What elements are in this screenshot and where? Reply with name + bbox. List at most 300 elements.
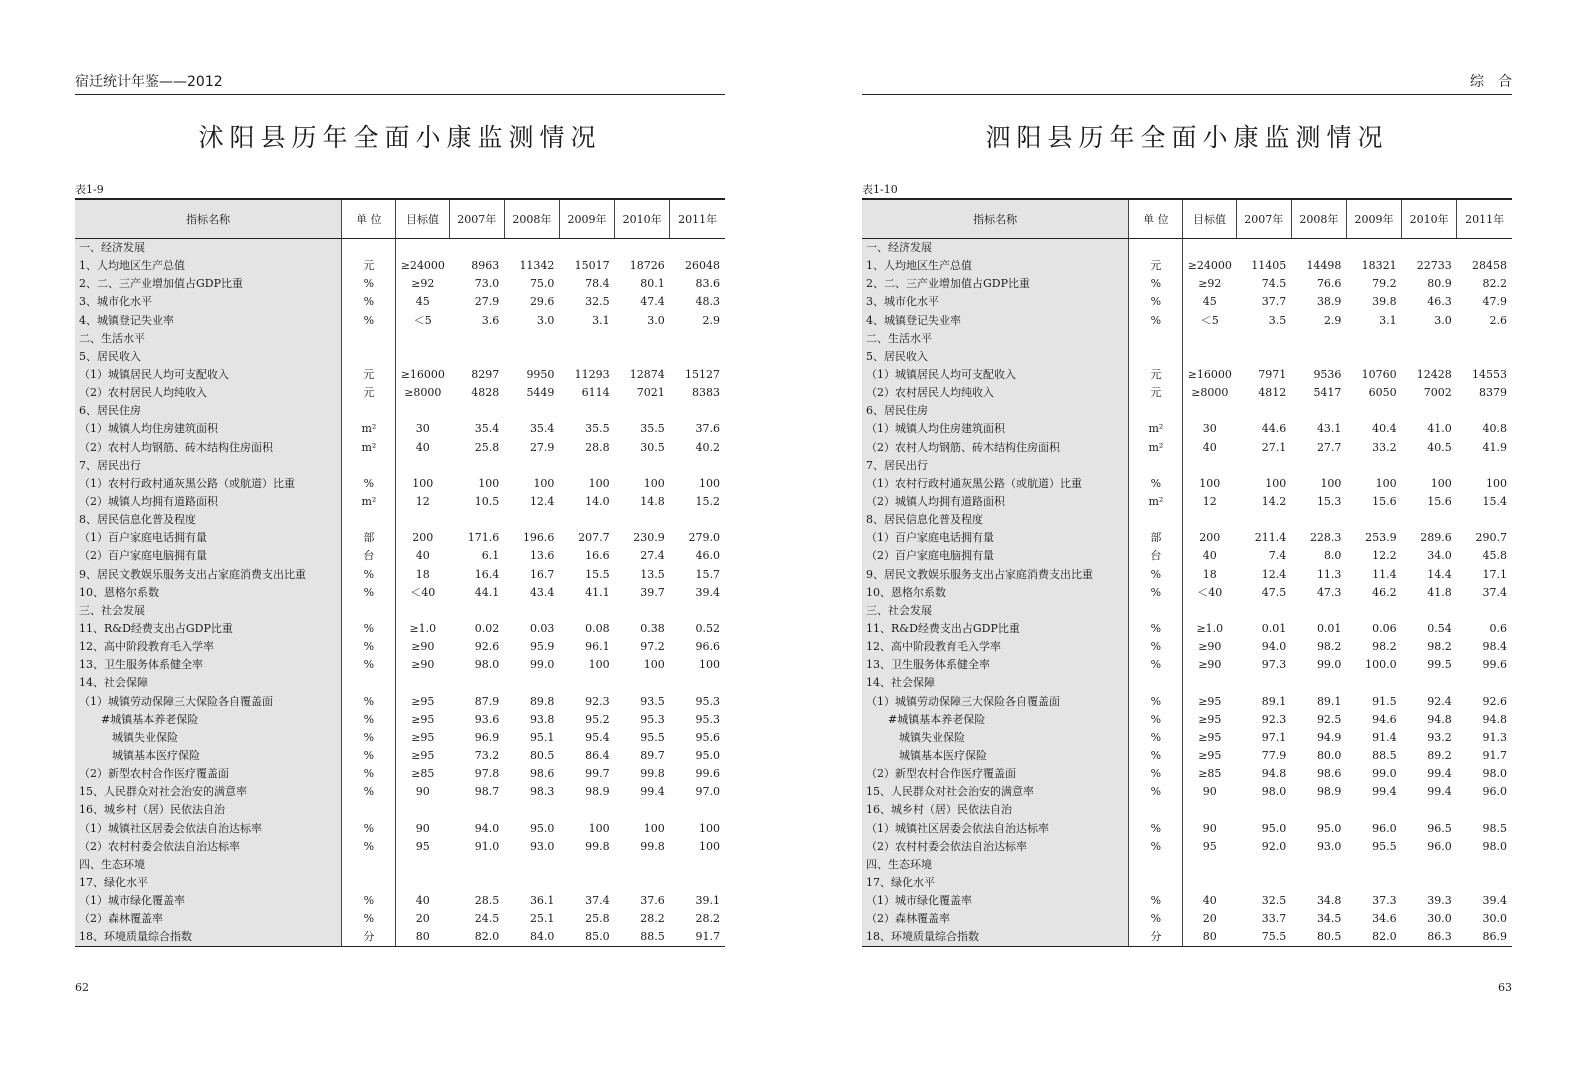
value-cell: [504, 457, 559, 475]
value-cell: [504, 856, 559, 874]
unit-cell: [342, 457, 396, 475]
unit-cell: [342, 602, 396, 620]
table-row: [75, 928, 725, 947]
column-header: 2007年: [1236, 199, 1291, 239]
table-header-row: [862, 199, 1512, 239]
value-cell: 27.9: [529, 440, 555, 454]
indicator-name-cell: 7、居民出行: [862, 457, 1129, 475]
indicator-name-cell: 一、经济发展: [862, 239, 1129, 258]
table-row: [862, 747, 1512, 765]
table-row: [75, 747, 725, 765]
value-cell: [1457, 801, 1512, 819]
unit-cell: %: [1129, 783, 1183, 801]
value-cell: [1457, 239, 1512, 258]
target-cell: ≥95: [1198, 749, 1222, 762]
value-cell: [1457, 674, 1512, 692]
target-cell: 40: [415, 549, 430, 563]
target-cell: [396, 856, 449, 874]
indicator-name-cell: 7、居民出行: [75, 457, 342, 475]
table-row: [862, 384, 1512, 402]
value-cell: 98.2: [1316, 640, 1342, 654]
value-cell: 97.3: [1261, 658, 1287, 672]
table-row: [862, 493, 1512, 511]
value-cell: [1457, 874, 1512, 892]
value-cell: 99.4: [640, 785, 665, 799]
value-cell: 40.5: [1427, 440, 1452, 454]
value-cell: 92.0: [1261, 839, 1287, 853]
table-row: [75, 783, 725, 801]
value-cell: 99.6: [695, 767, 720, 781]
table-row: [862, 511, 1512, 529]
value-cell: 28.8: [585, 440, 610, 454]
value-cell: [670, 348, 725, 366]
indicator-name-cell: 城镇失业保险: [862, 729, 1129, 747]
value-cell: 15.6: [1427, 495, 1452, 509]
value-cell: [504, 801, 559, 819]
value-cell: 100: [1265, 476, 1287, 490]
value-cell: 75.0: [529, 277, 555, 291]
value-cell: 98.0: [1482, 839, 1507, 853]
value-cell: [1236, 602, 1291, 620]
value-cell: 11293: [574, 368, 610, 382]
target-cell: 100: [412, 476, 434, 490]
target-cell: 40: [415, 894, 430, 908]
target-cell: [396, 801, 449, 819]
indicator-name-cell: （1）城镇居民人均可支配收入: [75, 366, 342, 384]
table-row: [75, 511, 725, 529]
target-cell: ≥95: [411, 694, 435, 708]
target-cell: 90: [1202, 785, 1217, 799]
value-cell: 99.0: [1316, 658, 1342, 672]
indicator-name-cell: （2）农村人均钢筋、砖木结构住房面积: [862, 439, 1129, 457]
indicator-name-cell: 4、城镇登记失业率: [862, 312, 1129, 330]
indicator-name-cell: 17、绿化水平: [75, 874, 342, 892]
target-cell: 45: [1202, 295, 1217, 309]
value-cell: 91.0: [474, 839, 500, 853]
unit-cell: [342, 330, 396, 348]
target-cell: ≥24000: [400, 259, 445, 273]
unit-cell: [342, 402, 396, 420]
value-cell: 82.0: [1346, 928, 1401, 947]
value-cell: 79.2: [1372, 277, 1397, 291]
indicator-name-cell: （1）城镇劳动保障三大保险各自覆盖面: [862, 693, 1129, 711]
value-cell: 94.8: [1427, 712, 1452, 726]
value-cell: 8.0: [1323, 549, 1342, 563]
value-cell: [615, 330, 670, 348]
value-cell: 4828: [471, 386, 500, 400]
unit-cell: %: [342, 293, 396, 311]
value-cell: [615, 511, 670, 529]
target-cell: 95: [1202, 839, 1217, 853]
unit-cell: %: [1129, 892, 1183, 910]
value-cell: 44.1: [474, 585, 500, 599]
value-cell: 98.6: [1316, 767, 1342, 781]
value-cell: 40.8: [1482, 422, 1507, 436]
unit-cell: [342, 801, 396, 819]
value-cell: 95.1: [529, 730, 555, 744]
value-cell: [1236, 457, 1291, 475]
value-cell: 43.1: [1316, 422, 1342, 436]
target-cell: [1183, 602, 1236, 620]
value-cell: 89.8: [529, 694, 555, 708]
value-cell: 39.8: [1372, 295, 1397, 309]
value-cell: 96.9: [474, 730, 500, 744]
indicator-name-cell: 城镇基本医疗保险: [75, 747, 342, 765]
indicator-name-cell: （2）森林覆盖率: [75, 910, 342, 928]
column-header-name: 指标名称: [75, 199, 342, 239]
value-cell: 36.1: [529, 894, 555, 908]
indicator-name-cell: （2）新型农村合作医疗覆盖面: [862, 765, 1129, 783]
unit-cell: 元: [342, 366, 396, 384]
value-cell: 2.6: [1489, 313, 1507, 327]
value-cell: [1402, 602, 1457, 620]
value-cell: [670, 674, 725, 692]
target-cell: 200: [412, 531, 434, 545]
indicator-name-cell: 2、二、三产业增加值占GDP比重: [862, 275, 1129, 293]
value-cell: 3.0: [647, 313, 665, 327]
target-cell: 12: [1202, 495, 1217, 509]
table-row: [75, 801, 725, 819]
target-cell: [1183, 511, 1236, 529]
value-cell: 6114: [581, 386, 610, 400]
target-cell: 30: [1202, 422, 1217, 436]
value-cell: [1346, 511, 1401, 529]
table-row: [75, 729, 725, 747]
value-cell: [449, 874, 504, 892]
value-cell: 11342: [519, 259, 555, 273]
value-cell: 22733: [1416, 259, 1452, 273]
value-cell: 91.7: [1482, 749, 1507, 762]
value-cell: [1346, 874, 1401, 892]
unit-cell: [342, 856, 396, 874]
table-row: [862, 928, 1512, 947]
target-cell: 95: [415, 839, 430, 853]
table-row: [75, 711, 725, 729]
value-cell: 37.4: [585, 894, 610, 908]
indicator-name-cell: （1）农村行政村通灰黑公路（或航道）比重: [75, 475, 342, 493]
value-cell: 3.1: [592, 313, 610, 327]
indicator-name-cell: 11、R&D经费支出占GDP比重: [862, 620, 1129, 638]
target-cell: ＜40: [1197, 585, 1223, 599]
value-cell: 14.8: [640, 495, 665, 509]
indicator-name-cell: （2）新型农村合作医疗覆盖面: [75, 765, 342, 783]
unit-cell: %: [342, 747, 396, 765]
target-cell: [396, 511, 449, 529]
value-cell: 39.4: [695, 585, 720, 599]
value-cell: 14.2: [1261, 495, 1287, 509]
value-cell: 92.6: [474, 640, 500, 654]
value-cell: [670, 330, 725, 348]
value-cell: 27.1: [1261, 440, 1287, 454]
indicator-name-cell: （1）城镇劳动保障三大保险各自覆盖面: [75, 693, 342, 711]
value-cell: 25.8: [585, 912, 610, 926]
value-cell: 80.9: [1427, 277, 1452, 291]
unit-cell: %: [1129, 765, 1183, 783]
value-cell: [559, 239, 614, 258]
table-row: [75, 493, 725, 511]
table-row: [862, 293, 1512, 311]
unit-cell: 分: [342, 928, 396, 947]
table-row: [862, 257, 1512, 275]
value-cell: 28.2: [640, 912, 665, 926]
indicator-name-cell: 三、社会发展: [862, 602, 1129, 620]
right-page: [862, 0, 1526, 1077]
indicator-name-cell: 15、人民群众对社会治安的满意率: [75, 783, 342, 801]
value-cell: 95.4: [585, 730, 610, 744]
value-cell: 99.7: [585, 767, 610, 781]
value-cell: 25.8: [474, 440, 500, 454]
value-cell: 77.9: [1261, 749, 1287, 762]
value-cell: 74.5: [1261, 277, 1287, 291]
value-cell: 24.5: [474, 912, 500, 926]
value-cell: [1402, 239, 1457, 258]
value-cell: 7.4: [1268, 549, 1287, 563]
value-cell: 16.7: [529, 567, 555, 581]
value-cell: 37.4: [1482, 585, 1507, 599]
value-cell: [559, 856, 614, 874]
indicator-name-cell: 12、高中阶段教育毛入学率: [862, 638, 1129, 656]
table-row: [862, 420, 1512, 438]
value-cell: 96.6: [695, 640, 720, 654]
value-cell: 171.6: [467, 531, 500, 545]
target-cell: [1183, 330, 1236, 348]
value-cell: 7002: [1423, 386, 1452, 400]
unit-cell: 元: [1129, 384, 1183, 402]
value-cell: 3.1: [1379, 313, 1397, 327]
indicator-name-cell: 6、居民住房: [75, 402, 342, 420]
value-cell: 39.1: [695, 894, 720, 908]
value-cell: 0.38: [640, 622, 665, 636]
monitoring-table: [862, 198, 1512, 947]
value-cell: [1346, 457, 1401, 475]
value-cell: 91.3: [1482, 730, 1507, 744]
target-cell: [1183, 674, 1236, 692]
target-cell: 80: [396, 928, 449, 947]
value-cell: 211.4: [1254, 531, 1287, 545]
value-cell: 99.8: [640, 839, 665, 853]
value-cell: 92.6: [1482, 694, 1507, 708]
value-cell: 83.6: [695, 277, 720, 291]
value-cell: 41.9: [1482, 440, 1507, 454]
unit-cell: %: [342, 584, 396, 602]
table-row: [862, 547, 1512, 565]
value-cell: 17.1: [1482, 567, 1507, 581]
value-cell: [504, 874, 559, 892]
value-cell: [1346, 856, 1401, 874]
target-cell: 40: [1202, 440, 1217, 454]
value-cell: [1402, 457, 1457, 475]
value-cell: 8379: [1479, 386, 1507, 400]
page-number: 63: [1498, 981, 1512, 994]
value-cell: 95.6: [695, 730, 720, 744]
value-cell: 14553: [1472, 368, 1507, 382]
unit-cell: %: [342, 312, 396, 330]
value-cell: 47.3: [1316, 585, 1342, 599]
target-cell: [1183, 874, 1236, 892]
value-cell: 39.4: [1482, 894, 1507, 908]
value-cell: 99.4: [1427, 767, 1452, 781]
value-cell: 91.5: [1372, 694, 1397, 708]
indicator-name-cell: （2）城镇人均拥有道路面积: [862, 493, 1129, 511]
value-cell: 96.5: [1427, 821, 1452, 835]
table-row: [862, 239, 1512, 258]
indicator-name-cell: 3、城市化水平: [862, 293, 1129, 311]
value-cell: 100: [699, 658, 720, 672]
unit-cell: 元: [1129, 366, 1183, 384]
value-cell: [449, 511, 504, 529]
value-cell: [1402, 348, 1457, 366]
value-cell: [1236, 874, 1291, 892]
value-cell: [1291, 511, 1346, 529]
target-cell: 18: [1202, 567, 1217, 581]
value-cell: [1457, 511, 1512, 529]
unit-cell: %: [1129, 312, 1183, 330]
value-cell: 34.6: [1372, 912, 1397, 926]
value-cell: [1402, 801, 1457, 819]
value-cell: 46.0: [695, 549, 720, 563]
indicator-name-cell: 14、社会保障: [75, 674, 342, 692]
value-cell: 89.2: [1427, 749, 1452, 762]
unit-cell: %: [342, 729, 396, 747]
value-cell: 75.5: [1236, 928, 1291, 947]
value-cell: 98.9: [585, 785, 610, 799]
target-cell: ＜5: [1200, 313, 1219, 327]
unit-cell: m²: [342, 420, 396, 438]
indicator-name-cell: （2）农村居民人均纯收入: [75, 384, 342, 402]
target-cell: ≥16000: [400, 368, 445, 382]
value-cell: [1457, 602, 1512, 620]
column-header: 2010年: [1402, 199, 1457, 239]
value-cell: 100: [699, 839, 720, 853]
table-row: [75, 547, 725, 565]
value-cell: [1291, 457, 1346, 475]
value-cell: 82.2: [1482, 277, 1507, 291]
target-cell: ≥8000: [404, 386, 442, 400]
indicator-name-cell: 城镇基本医疗保险: [862, 747, 1129, 765]
table-row: [75, 820, 725, 838]
column-header: 2009年: [559, 199, 614, 239]
value-cell: 39.7: [640, 585, 665, 599]
value-cell: [670, 402, 725, 420]
value-cell: 5417: [1313, 386, 1342, 400]
target-cell: [1183, 457, 1236, 475]
target-cell: [1183, 348, 1236, 366]
value-cell: 0.54: [1427, 622, 1452, 636]
column-header: 2007年: [449, 199, 504, 239]
value-cell: 88.5: [615, 928, 670, 947]
value-cell: [1457, 457, 1512, 475]
value-cell: [504, 239, 559, 258]
table-row: [75, 892, 725, 910]
indicator-name-cell: 15、人民群众对社会治安的满意率: [862, 783, 1129, 801]
value-cell: 99.0: [1372, 767, 1397, 781]
value-cell: [1236, 239, 1291, 258]
value-cell: 92.5: [1316, 712, 1342, 726]
page-title: 沭阳县历年全面小康监测情况: [198, 123, 602, 152]
value-cell: [559, 511, 614, 529]
unit-cell: 部: [342, 529, 396, 547]
value-cell: 99.4: [1427, 785, 1452, 799]
column-header: 2010年: [615, 199, 670, 239]
table-row: [862, 312, 1512, 330]
value-cell: 98.9: [1316, 785, 1342, 799]
indicator-name-cell: （2）百户家庭电脑拥有量: [75, 547, 342, 565]
value-cell: 18726: [629, 259, 665, 273]
unit-cell: [1129, 801, 1183, 819]
value-cell: 8297: [471, 368, 500, 382]
value-cell: 80.5: [1291, 928, 1346, 947]
value-cell: 15017: [574, 259, 610, 273]
unit-cell: [1129, 330, 1183, 348]
table-row: [75, 293, 725, 311]
unit-cell: m²: [1129, 420, 1183, 438]
value-cell: [559, 801, 614, 819]
table-row: [75, 257, 725, 275]
column-header: 目标值: [1183, 199, 1236, 239]
value-cell: 11405: [1251, 259, 1287, 273]
table-row: [862, 874, 1512, 892]
value-cell: [559, 674, 614, 692]
column-header: 单 位: [342, 199, 396, 239]
value-cell: 0.01: [1316, 622, 1342, 636]
value-cell: 92.4: [1427, 694, 1452, 708]
value-cell: [1291, 602, 1346, 620]
table-row: [862, 693, 1512, 711]
left-page: [75, 0, 725, 1077]
value-cell: [615, 348, 670, 366]
value-cell: 3.0: [1434, 313, 1452, 327]
value-cell: 6.1: [481, 549, 500, 563]
value-cell: [615, 801, 670, 819]
target-cell: [1183, 856, 1236, 874]
value-cell: 35.5: [585, 422, 610, 436]
indicator-name-cell: （2）百户家庭电脑拥有量: [862, 547, 1129, 565]
unit-cell: %: [1129, 566, 1183, 584]
target-cell: [396, 402, 449, 420]
indicator-name-cell: 6、居民住房: [862, 402, 1129, 420]
target-cell: ≥90: [411, 640, 435, 654]
value-cell: 30.0: [1482, 912, 1507, 926]
value-cell: 3.5: [1268, 313, 1287, 327]
value-cell: [1346, 330, 1401, 348]
indicator-name-cell: 二、生活水平: [862, 330, 1129, 348]
table-row: [862, 529, 1512, 547]
target-cell: ≥95: [1198, 712, 1222, 726]
value-cell: 95.3: [695, 694, 720, 708]
value-cell: 2.9: [1323, 313, 1342, 327]
unit-cell: [1129, 602, 1183, 620]
value-cell: 100: [699, 821, 720, 835]
value-cell: 100: [643, 658, 665, 672]
unit-cell: [342, 874, 396, 892]
value-cell: [615, 874, 670, 892]
unit-cell: %: [342, 910, 396, 928]
value-cell: 13.6: [529, 549, 555, 563]
unit-cell: %: [1129, 275, 1183, 293]
value-cell: [1291, 856, 1346, 874]
value-cell: 35.4: [474, 422, 500, 436]
value-cell: 99.4: [1372, 785, 1397, 799]
table-row: [75, 348, 725, 366]
unit-cell: %: [342, 275, 396, 293]
indicator-name-cell: 18、环境质量综合指数: [862, 928, 1129, 947]
value-cell: 99.5: [1427, 658, 1452, 672]
unit-cell: %: [1129, 693, 1183, 711]
table-row: [862, 566, 1512, 584]
unit-cell: [342, 674, 396, 692]
value-cell: 37.3: [1372, 894, 1397, 908]
value-cell: 253.9: [1365, 531, 1397, 545]
